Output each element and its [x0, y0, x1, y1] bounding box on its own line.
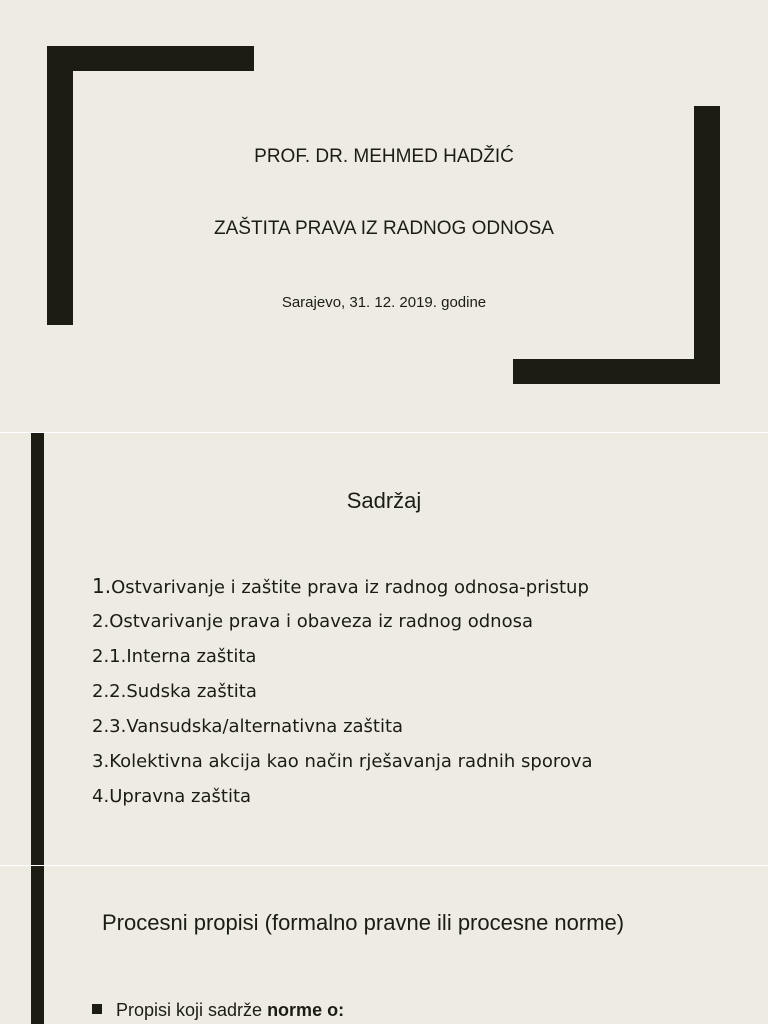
place-and-date: Sarajevo, 31. 12. 2019. godine: [281, 294, 487, 311]
bullet-bold-text: norme o:: [267, 1000, 345, 1020]
contents-item-text: Kolektivna akcija kao način rješavanja radnih sporova: [109, 751, 593, 772]
contents-item-text: Vansudska/alternativna zaštita: [126, 716, 404, 737]
frame-corner-top-left-horizontal: [47, 46, 254, 71]
contents-item-number: 2.3.: [92, 716, 127, 737]
contents-item: [92, 709, 593, 744]
contents-item-text: Ostvarivanje prava i obaveza iz radnog odnosa: [109, 611, 534, 632]
bullet-text: Propisi koji sadrže: [116, 1000, 268, 1020]
contents-item-text: Upravna zaštita: [109, 786, 252, 807]
contents-list: [92, 569, 593, 814]
contents-item-number: 1.: [92, 574, 112, 598]
contents-item: [92, 604, 593, 639]
contents-item-number: 3.: [92, 751, 110, 772]
contents-item-number: 4.: [92, 786, 110, 807]
contents-item: [92, 674, 593, 709]
procedural-rules-slide: [0, 866, 768, 1024]
contents-slide: [0, 433, 768, 865]
bullet-item: [92, 1000, 344, 1021]
slide-heading: Procesni propisi (formalno pravne ili procesne norme): [102, 910, 625, 935]
author-name: PROF. DR. MEHMED HADŽIĆ: [254, 146, 514, 167]
title-slide: [0, 0, 768, 432]
frame-corner-bottom-right-horizontal: [513, 359, 720, 384]
contents-item-number: 2.1.: [92, 646, 127, 667]
square-bullet-icon: [92, 1004, 102, 1014]
contents-item-text: Interna zaštita: [126, 646, 257, 667]
contents-item: [92, 639, 593, 674]
frame-corner-top-left-vertical: [47, 46, 73, 325]
contents-item: [92, 779, 593, 814]
contents-item: [92, 744, 593, 779]
accent-bar: [31, 866, 44, 1024]
contents-item-text: Ostvarivanje i zaštite prava iz radnog odnosa-pristup: [111, 577, 589, 598]
contents-item-number: 2.: [92, 611, 110, 632]
contents-item-number: 2.2.: [92, 681, 127, 702]
presentation-title: ZAŠTITA PRAVA IZ RADNOG ODNOSA: [214, 218, 554, 239]
contents-item: [92, 569, 593, 604]
contents-item-text: Sudska zaštita: [126, 681, 257, 702]
contents-heading: Sadržaj: [346, 488, 422, 513]
